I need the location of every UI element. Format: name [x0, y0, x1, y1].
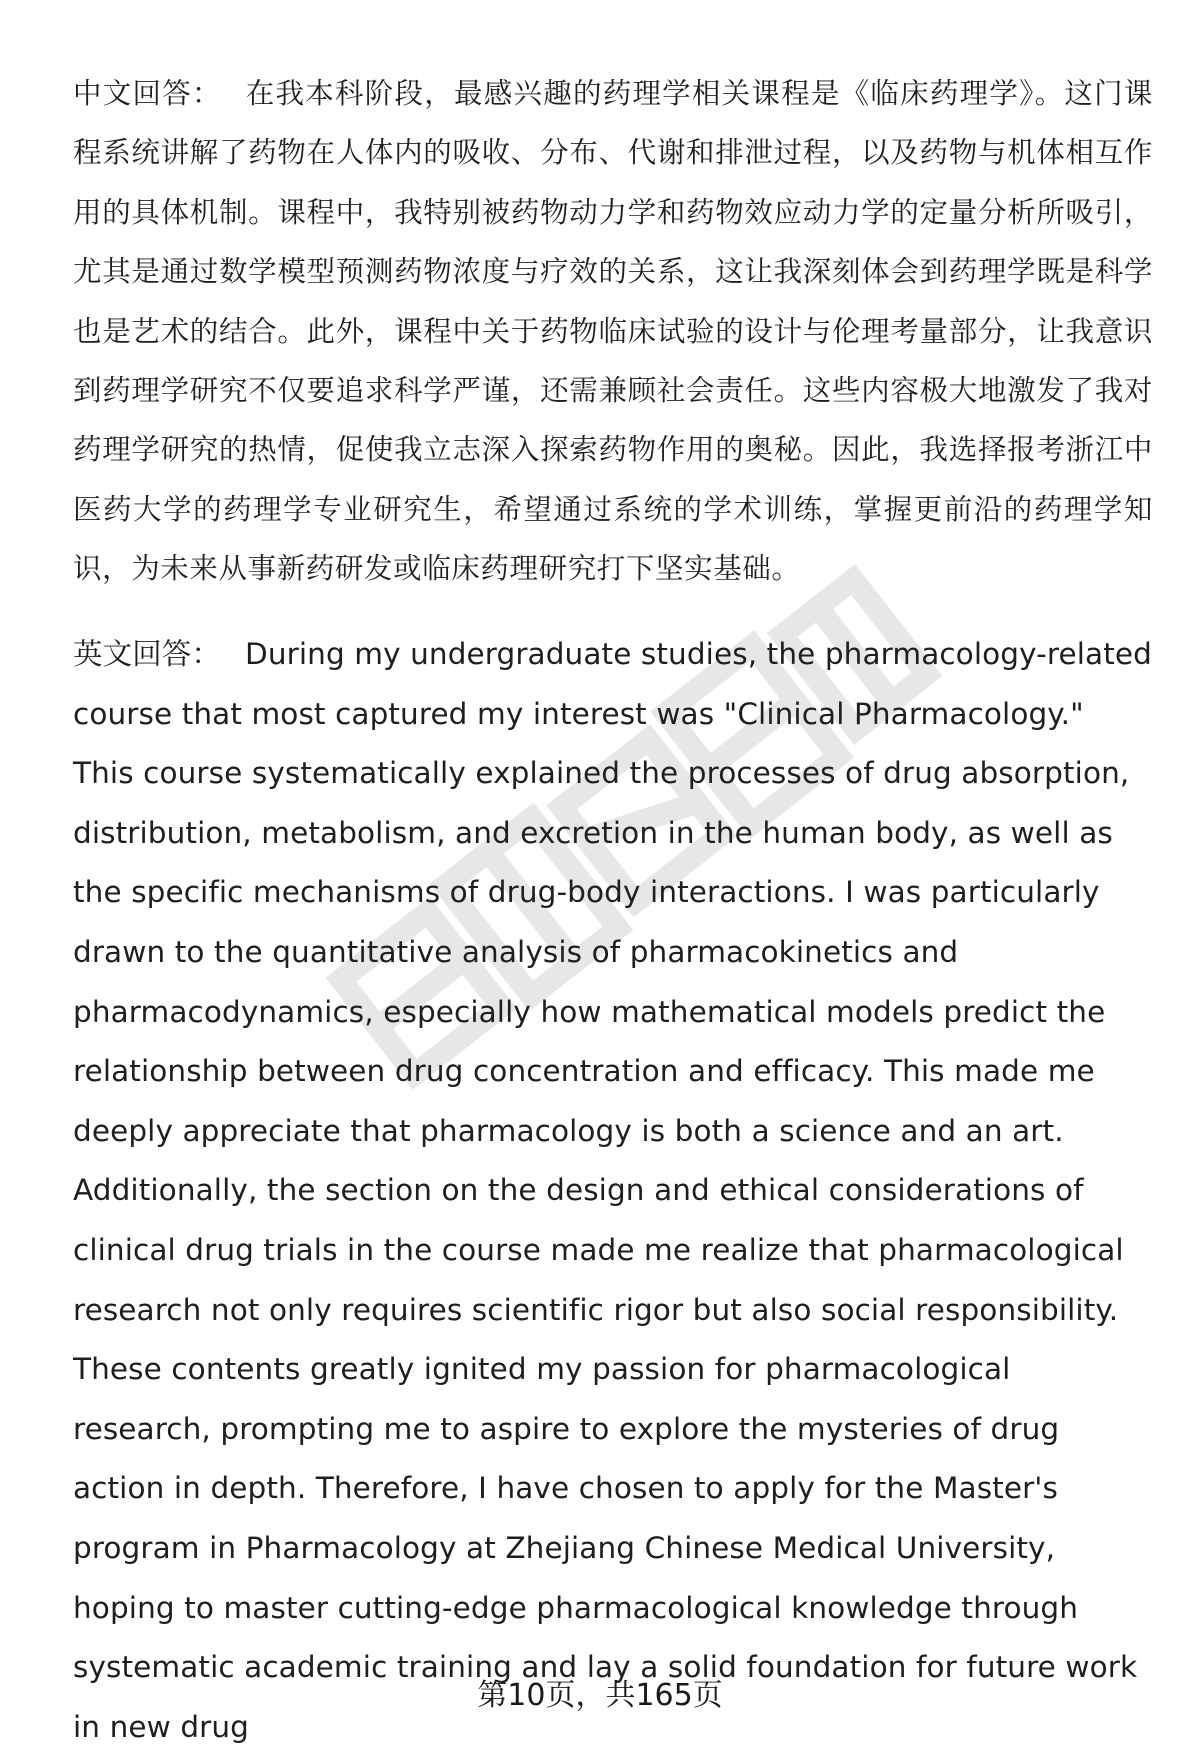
english-answer-text: During my undergraduate studies, the pharmacology-related course that most captured my interest was "Clinical Pharmacology." This course systematically explained the processes of drug absorption, distribution, metabolism, and excretion in the human body, as well as the specific mechanisms of drug-body interactions. I was particularly drawn to the quantitative analysis of pharmacokinetics and pharmacodynamics, especially how mathematical models predict the relationship between drug concentration and efficacy. This made me deeply appreciate that pharmacology is both a science and an art. Additionally, the section on the design and ethical considerations of clinical drug trials in the course made me realize that pharmacological research not only requires scientific rigor but also social responsibility. These contents greatly ignited my passion for pharmacological research, prompting me to aspire to explore the mysteries of drug action in depth. Therefore, I have chosen to apply for the Master's program in Pharmacology at Zhejiang Chinese Medical University, hoping to master cutting-edge pharmacological knowledge through systematic academic training and lay a solid foundation for future work in new drug	[73, 637, 1152, 1744]
chinese-answer-text: 在我本科阶段，最感兴趣的药理学相关课程是《临床药理学》。这门课程系统讲解了药物在人体内的吸收、分布、代谢和排泄过程，以及药物与机体相互作用的具体机制。课程中，我特别被药物动力学和药物效应动力学的定量分析所吸引，尤其是通过数学模型预测药物浓度与疗效的关系，这让我深刻体会到药理学既是科学也是艺术的结合。此外，课程中关于药物临床试验的设计与伦理考量部分，让我意识到药理学研究不仅要追求科学严谨，还需兼顾社会责任。这些内容极大地激发了我对药理学研究的热情，促使我立志深入探索药物作用的奥秘。因此，我选择报考浙江中医药大学的药理学专业研究生，希望通过系统的学术训练，掌握更前沿的药理学知识，为未来从事新药研发或临床药理研究打下坚实基础。	[73, 77, 1153, 586]
english-answer-paragraph	[73, 625, 1153, 1757]
english-answer-label: 英文回答：	[73, 637, 222, 671]
chinese-answer-paragraph	[73, 64, 1153, 599]
page-number-footer: 第10页，共165页	[477, 1678, 723, 1713]
chinese-answer-label: 中文回答：	[73, 77, 222, 110]
